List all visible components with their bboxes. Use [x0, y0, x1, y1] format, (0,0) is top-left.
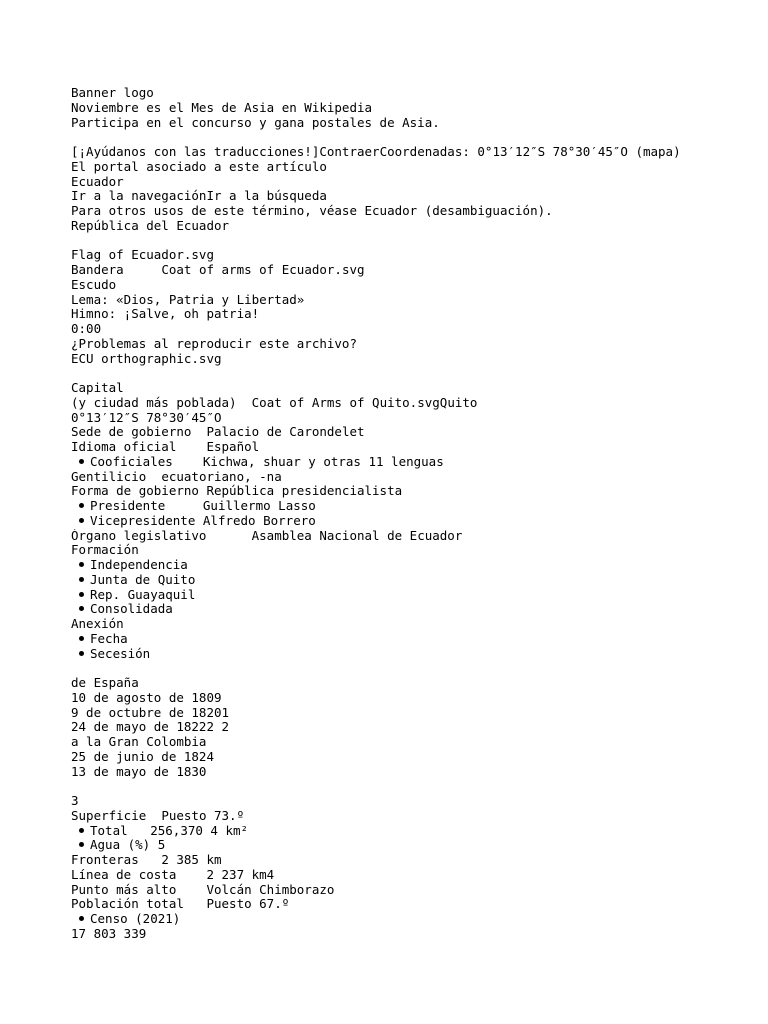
- formation-value[interactable]: a la Gran Colombia: [71, 735, 207, 749]
- spacer: [71, 366, 751, 381]
- total-row: [71, 824, 751, 839]
- total-label: Total: [90, 823, 128, 838]
- formation-item: [71, 573, 751, 588]
- census-label: Censo (2021): [90, 912, 181, 926]
- capital-coat-image-alt[interactable]: Coat of Arms of Quito.svg: [251, 395, 440, 410]
- borders-row: [71, 853, 751, 868]
- flag-image-alt[interactable]: Flag of Ecuador.svg: [71, 248, 214, 263]
- annex-item-label: Secesión: [90, 646, 151, 661]
- president-value[interactable]: Guillermo Lasso: [202, 499, 316, 513]
- area-rank: Puesto 73.º: [161, 808, 245, 823]
- president-label: Presidente: [90, 499, 166, 513]
- language-label: Idioma oficial: [71, 440, 177, 454]
- coast-label: Línea de costa: [71, 867, 177, 882]
- banner-logo-link[interactable]: Banner logo: [71, 86, 154, 100]
- formation-item: [71, 602, 751, 617]
- legislature-label: Órgano legislativo: [71, 528, 207, 543]
- seat-row: [71, 425, 751, 440]
- vp-row: [71, 514, 751, 529]
- bullet-icon: [79, 562, 84, 567]
- annex-item: [71, 647, 751, 662]
- census-row: [71, 912, 751, 927]
- formation-item-label: Rep. Guayaquil: [90, 587, 196, 602]
- formation-value: 13 de mayo de 1830: [71, 764, 207, 779]
- coofficial-label: Cooficiales: [90, 454, 173, 469]
- borders-label: Fronteras: [71, 853, 139, 867]
- vp-label: Vicepresidente: [90, 513, 196, 528]
- flag-coat-row: [71, 263, 751, 278]
- formation-item-label: Junta de Quito: [90, 572, 196, 587]
- capital-name-link[interactable]: Quito: [439, 395, 478, 410]
- area-row: [71, 809, 751, 824]
- anthem[interactable]: Himno: ¡Salve, oh patria!: [71, 307, 260, 322]
- article-page: [71, 86, 751, 942]
- audio-time[interactable]: 0:00: [71, 322, 102, 336]
- water-label: Agua (%): [90, 838, 151, 853]
- official-name: República del Ecuador: [71, 218, 230, 233]
- bullet-icon: [79, 916, 84, 921]
- bullet-icon: [79, 518, 84, 523]
- water-value: 5: [157, 838, 166, 853]
- coofficial-value[interactable]: Kichwa, shuar y otras 11 lenguas: [202, 454, 444, 469]
- demonym-value: ecuatoriano, -na: [161, 469, 282, 484]
- coast-row: [71, 868, 751, 883]
- motto: Lema: «Dios, Patria y Libertad»: [71, 292, 305, 307]
- help-translate-link[interactable]: [¡Ayúdanos con las traducciones!]: [71, 145, 320, 159]
- formation-label: Formación: [71, 543, 139, 558]
- president-row: [71, 499, 751, 514]
- language-row: [71, 440, 751, 455]
- coat-label: Escudo: [71, 277, 117, 292]
- bullet-icon: [79, 459, 84, 464]
- population-rank: Puesto 67.º: [206, 897, 290, 912]
- capital-note: (y ciudad más poblada): [71, 395, 237, 410]
- annex-item-label: Fecha: [90, 631, 128, 646]
- disambiguation-note[interactable]: Para otros usos de este término, véase Ecuador (desambiguación).: [71, 204, 553, 218]
- highest-value[interactable]: Volcán Chimborazo: [206, 882, 335, 897]
- formation-item: [71, 558, 751, 573]
- government-row: [71, 484, 751, 499]
- total-value: 256,370 4 km²: [150, 823, 249, 838]
- coat-of-arms-image-alt[interactable]: Coat of arms of Ecuador.svg: [161, 263, 365, 277]
- highest-label: Punto más alto: [71, 882, 177, 897]
- bullet-icon: [79, 636, 84, 641]
- demonym-label: Gentilicio: [71, 469, 147, 484]
- flag-label: Bandera: [71, 263, 124, 277]
- formation-value[interactable]: 10 de agosto de 1809: [71, 690, 222, 705]
- government-label: Forma de gobierno: [71, 484, 199, 499]
- formation-item-label: Independencia: [90, 558, 188, 572]
- demonym-row: [71, 470, 751, 485]
- bullet-icon: [79, 606, 84, 611]
- formation-item: [71, 588, 751, 603]
- bullet-icon: [79, 651, 84, 656]
- formation-item-label: Consolidada: [90, 602, 173, 617]
- bullet-icon: [79, 592, 84, 597]
- header-row: [71, 145, 751, 160]
- capital-coordinates[interactable]: 0°13′12″S 78°30′45″O: [71, 410, 222, 425]
- government-value[interactable]: República presidencialista: [206, 484, 403, 499]
- footnote-3[interactable]: 3: [71, 794, 79, 808]
- coast-value: 2 237 km4: [206, 867, 275, 882]
- formation-value[interactable]: 24 de mayo de 18222 2: [71, 720, 230, 735]
- formation-value[interactable]: 9 de octubre de 18201: [71, 705, 230, 720]
- area-label: Superficie: [71, 808, 147, 823]
- coofficial-row: [71, 455, 751, 470]
- banner-line-2: Participa en el concurso y gana postales de Asia.: [71, 115, 440, 130]
- article-title: Ecuador: [71, 174, 124, 189]
- language-value[interactable]: Español: [206, 440, 260, 454]
- highest-row: [71, 883, 751, 898]
- spacer: [71, 661, 751, 676]
- bullet-icon: [79, 577, 84, 582]
- water-row: [71, 838, 751, 853]
- spacer: [71, 779, 751, 794]
- audio-help-link[interactable]: ¿Problemas al reproducir este archivo?: [71, 336, 357, 351]
- portal-note: El portal asociado a este artículo: [71, 159, 327, 174]
- population-row: [71, 897, 751, 912]
- banner-line-1: Noviembre es el Mes de Asia en Wikipedia: [71, 100, 373, 115]
- vp-value[interactable]: Alfredo Borrero: [202, 513, 316, 528]
- annex-label: Anexión: [71, 617, 124, 631]
- legislature-value[interactable]: Asamblea Nacional de Ecuador: [251, 528, 463, 543]
- banner-logo[interactable]: [71, 86, 751, 101]
- formation-value: 25 de junio de 1824: [71, 749, 214, 764]
- formation-value: de España: [71, 676, 139, 690]
- borders-value: 2 385 km: [161, 853, 222, 867]
- seat-label: Sede de gobierno: [71, 425, 192, 440]
- annex-item: [71, 632, 751, 647]
- capital-label: Capital: [71, 381, 124, 395]
- bullet-icon: [79, 842, 84, 847]
- bullet-icon: [79, 503, 84, 508]
- census-value: 17 803 339: [71, 926, 147, 941]
- skip-to-navigation-link[interactable]: Ir a la navegación: [71, 189, 207, 204]
- spacer: [71, 130, 751, 145]
- skip-links: [71, 189, 751, 204]
- legislature-row: [71, 529, 751, 544]
- seat-value[interactable]: Palacio de Carondelet: [206, 425, 365, 440]
- bullet-icon: [79, 828, 84, 833]
- spacer: [71, 234, 751, 249]
- population-label: Población total: [71, 897, 184, 912]
- skip-to-search-link[interactable]: Ir a la búsqueda: [206, 189, 327, 204]
- contraer-button[interactable]: Contraer: [319, 145, 380, 159]
- capital-row: [71, 396, 751, 411]
- coordinates-link[interactable]: Coordenadas: 0°13′12″S 78°30′45″O (mapa): [379, 145, 681, 159]
- map-image-alt[interactable]: ECU orthographic.svg: [71, 351, 222, 366]
